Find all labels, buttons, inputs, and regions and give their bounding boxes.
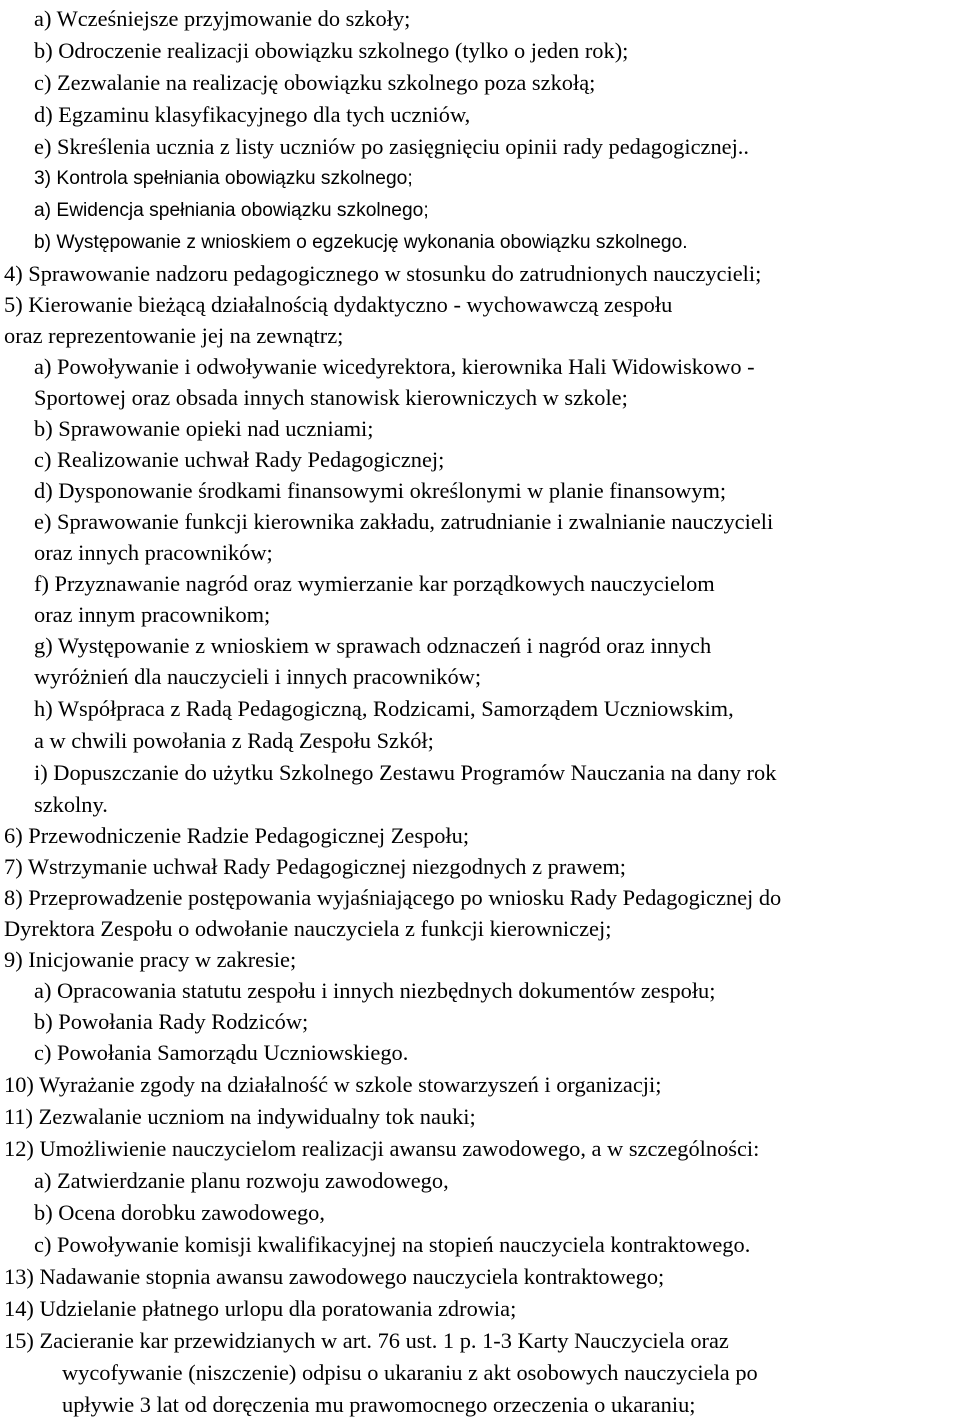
text-line-41: 13) Nadawanie stopnia awansu zawodowego nauczyciela kontraktowego; (4, 1264, 665, 1289)
text-line-37: 12) Umożliwienie nauczycielom realizacji awansu zawodowego, a w szczególności: (4, 1136, 760, 1161)
text-line-18: oraz innych pracowników; (34, 540, 273, 565)
text-line-8: b) Występowanie z wnioskiem o egzekucję wykonania obowiązku szkolnego. (34, 232, 688, 253)
text-line-4: d) Egzaminu klasyfikacyjnego dla tych uczniów, (34, 102, 471, 127)
text-line-42: 14) Udzielanie płatnego urlopu dla poratowania zdrowia; (4, 1296, 517, 1321)
text-line-30: Dyrektora Zespołu o odwołanie nauczyciela z funkcji kierowniczej; (4, 916, 612, 941)
text-line-14: b) Sprawowanie opieki nad uczniami; (34, 416, 374, 441)
text-line-25: i) Dopuszczanie do użytku Szkolnego Zestawu Programów Nauczania na dany rok (34, 760, 777, 785)
text-line-24: a w chwili powołania z Radą Zespołu Szkół; (34, 728, 434, 753)
text-line-28: 7) Wstrzymanie uchwał Rady Pedagogicznej niezgodnych z prawem; (4, 854, 626, 879)
text-line-38: a) Zatwierdzanie planu rozwoju zawodowego, (34, 1168, 449, 1193)
text-line-19: f) Przyznawanie nagród oraz wymierzanie kar porządkowych nauczycielom (34, 571, 715, 596)
text-line-40: c) Powoływanie komisji kwalifikacyjnej na stopień nauczyciela kontraktowego. (34, 1232, 751, 1257)
text-line-17: e) Sprawowanie funkcji kierownika zakładu, zatrudnianie i zwalnianie nauczycieli (34, 509, 774, 534)
text-line-35: 10) Wyrażanie zgody na działalność w szkole stowarzyszeń i organizacji; (4, 1072, 662, 1097)
text-line-31: 9) Inicjowanie pracy w zakresie; (4, 947, 297, 972)
text-line-34: c) Powołania Samorządu Uczniowskiego. (34, 1040, 409, 1065)
text-line-26: szkolny. (34, 792, 108, 817)
text-line-32: a) Opracowania statutu zespołu i innych niezbędnych dokumentów zespołu; (34, 978, 716, 1003)
text-line-29: 8) Przeprowadzenie postępowania wyjaśniającego po wniosku Rady Pedagogicznej do (4, 885, 782, 910)
text-line-15: c) Realizowanie uchwał Rady Pedagogicznej; (34, 447, 445, 472)
text-line-7: a) Ewidencja spełniania obowiązku szkolnego; (34, 200, 429, 221)
text-line-11: oraz reprezentowanie jej na zewnątrz; (4, 323, 344, 348)
text-line-6: 3) Kontrola spełniania obowiązku szkolnego; (34, 168, 413, 189)
text-line-5: e) Skreślenia ucznia z listy uczniów po zasięgnięciu opinii rady pedagogicznej.. (34, 134, 750, 159)
text-line-9: 4) Sprawowanie nadzoru pedagogicznego w stosunku do zatrudnionych nauczycieli; (4, 261, 762, 286)
text-line-33: b) Powołania Rady Rodziców; (34, 1009, 309, 1034)
text-line-10: 5) Kierowanie bieżącą działalnością dydaktyczno - wychowawczą zespołu (4, 292, 673, 317)
text-line-16: d) Dysponowanie środkami finansowymi określonymi w planie finansowym; (34, 478, 727, 503)
text-line-1: a) Wcześniejsze przyjmowanie do szkoły; (34, 6, 411, 31)
text-line-23: h) Współpraca z Radą Pedagogiczną, Rodzicami, Samorządem Uczniowskim, (34, 696, 734, 721)
text-line-13: Sportowej oraz obsada innych stanowisk kierowniczych w szkole; (34, 385, 628, 410)
text-line-43: 15) Zacieranie kar przewidzianych w art. 76 ust. 1 p. 1-3 Karty Nauczyciela oraz (4, 1328, 729, 1353)
text-line-45: upływie 3 lat od doręczenia mu prawomocnego orzeczenia o ukaraniu; (62, 1392, 696, 1417)
text-line-2: b) Odroczenie realizacji obowiązku szkolnego (tylko o jeden rok); (34, 38, 629, 63)
text-line-22: wyróżnień dla nauczycieli i innych pracowników; (34, 664, 482, 689)
text-line-44: wycofywanie (niszczenie) odpisu o ukaraniu z akt osobowych nauczyciela po (62, 1360, 758, 1385)
text-line-36: 11) Zezwalanie uczniom na indywidualny tok nauki; (4, 1104, 476, 1129)
text-line-21: g) Występowanie z wnioskiem w sprawach odznaczeń i nagród oraz innych (34, 633, 712, 658)
text-line-12: a) Powoływanie i odwoływanie wicedyrektora, kierownika Hali Widowiskowo - (34, 354, 755, 379)
text-line-20: oraz innym pracownikom; (34, 602, 271, 627)
text-line-27: 6) Przewodniczenie Radzie Pedagogicznej Zespołu; (4, 823, 470, 848)
text-line-3: c) Zezwalanie na realizację obowiązku szkolnego poza szkołą; (34, 70, 596, 95)
text-line-39: b) Ocena dorobku zawodowego, (34, 1200, 325, 1225)
